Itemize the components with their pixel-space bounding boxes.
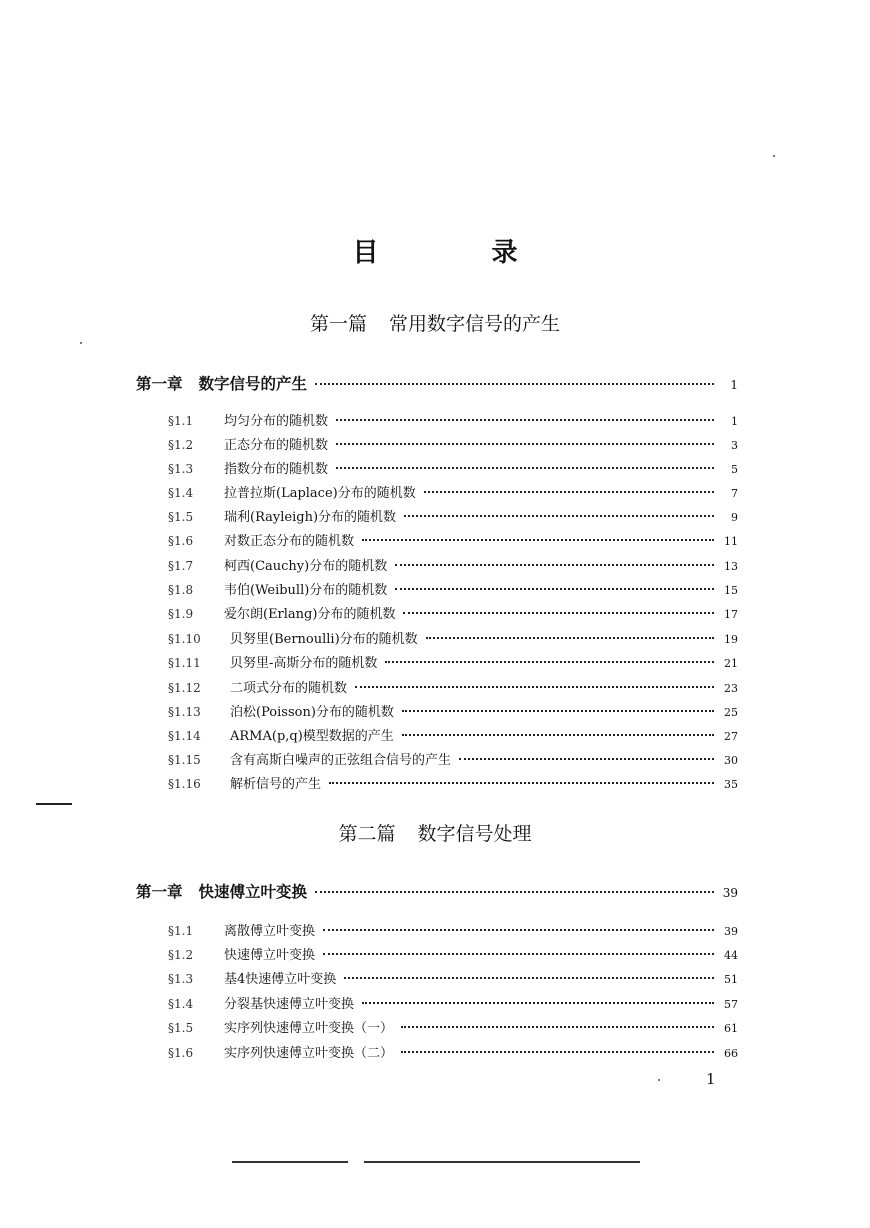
dot-leader <box>402 710 714 712</box>
chapter-number: 第一章 <box>136 882 183 901</box>
dot-leader <box>426 637 714 639</box>
dot-leader <box>385 661 714 663</box>
section-title: 实序列快速傅立叶变换（一） <box>224 1021 394 1036</box>
toc-entry[interactable] <box>168 993 738 1013</box>
section-number: §1.1 <box>168 924 194 938</box>
section-title: 二项式分布的随机数 <box>230 681 348 696</box>
chapter-entry[interactable] <box>136 880 738 902</box>
toc-entry[interactable] <box>168 701 738 721</box>
scan-speck <box>773 155 775 157</box>
page-ref: 39 <box>722 886 738 900</box>
toc-entry[interactable] <box>168 677 738 697</box>
scan-rule <box>364 1161 640 1163</box>
section-title: 离散傅立叶变换 <box>224 924 316 939</box>
page-ref: 51 <box>724 973 738 986</box>
dot-leader <box>362 1002 714 1004</box>
toc-entry[interactable] <box>168 652 738 672</box>
section-number: §1.14 <box>168 729 201 743</box>
toc-entry[interactable] <box>168 482 738 502</box>
part-heading <box>0 309 870 336</box>
page-ref: 35 <box>724 778 738 791</box>
toc-entry[interactable] <box>168 628 738 648</box>
section-title: 含有高斯白噪声的正弦组合信号的产生 <box>230 753 452 768</box>
part-title: 数字信号处理 <box>417 823 532 845</box>
toc-entry[interactable] <box>168 434 738 454</box>
section-title: 贝努里(Bernoulli)分布的随机数 <box>230 632 418 647</box>
page-ref: 66 <box>724 1047 738 1060</box>
toc-entry[interactable] <box>168 458 738 478</box>
toc-entry[interactable] <box>168 579 738 599</box>
dot-leader <box>315 383 714 385</box>
part-number: 第二篇 <box>338 823 396 845</box>
chapter-entry[interactable] <box>136 372 738 394</box>
toc-entry[interactable] <box>168 944 738 964</box>
scan-speck <box>80 342 82 344</box>
dot-leader <box>336 467 714 469</box>
toc-entry[interactable] <box>168 530 738 550</box>
toc-entry[interactable] <box>168 603 738 623</box>
section-title: 柯西(Cauchy)分布的随机数 <box>224 559 388 574</box>
toc-entry[interactable] <box>168 749 738 769</box>
page-ref: 57 <box>724 998 738 1011</box>
section-title: 拉普拉斯(Laplace)分布的随机数 <box>224 486 416 501</box>
dot-leader <box>355 686 714 688</box>
section-number: §1.10 <box>168 632 201 646</box>
dot-leader <box>323 929 714 931</box>
section-title: 指数分布的随机数 <box>224 462 329 477</box>
page-ref: 1 <box>731 415 738 428</box>
dot-leader <box>323 953 714 955</box>
dot-leader <box>402 734 714 736</box>
toc-entry[interactable] <box>168 1017 738 1037</box>
section-number: §1.3 <box>168 972 194 986</box>
dot-leader <box>459 758 714 760</box>
section-number: §1.11 <box>168 656 201 670</box>
part-heading <box>0 819 870 846</box>
page-ref: 61 <box>724 1022 738 1035</box>
page-ref: 11 <box>724 535 738 548</box>
page-ref: 23 <box>724 682 738 695</box>
dot-leader <box>395 564 714 566</box>
toc-entry[interactable] <box>168 968 738 988</box>
page-ref: 21 <box>724 657 738 670</box>
dot-leader <box>401 1051 714 1053</box>
scan-speck <box>658 1079 660 1081</box>
section-title: 实序列快速傅立叶变换（二） <box>224 1046 394 1061</box>
page-ref: 30 <box>724 754 738 767</box>
section-number: §1.4 <box>168 486 194 500</box>
dot-leader <box>315 891 714 893</box>
section-title: 解析信号的产生 <box>230 777 322 792</box>
section-number: §1.9 <box>168 607 194 621</box>
page-ref: 17 <box>724 608 738 621</box>
toc-entry[interactable] <box>168 410 738 430</box>
section-title: 韦伯(Weibull)分布的随机数 <box>224 583 388 598</box>
toc-entry[interactable] <box>168 725 738 745</box>
dot-leader <box>344 977 714 979</box>
page-ref: 25 <box>724 706 738 719</box>
page-ref: 13 <box>724 560 738 573</box>
section-title: 均匀分布的随机数 <box>224 414 329 429</box>
toc-entry[interactable] <box>168 1042 738 1062</box>
part-title: 常用数字信号的产生 <box>389 313 561 335</box>
section-number: §1.1 <box>168 414 194 428</box>
dot-leader <box>401 1026 714 1028</box>
chapter-title: 数字信号的产生 <box>198 374 308 393</box>
section-title: 爱尔朗(Erlang)分布的随机数 <box>224 607 396 622</box>
chapter-title: 快速傅立叶变换 <box>198 882 308 901</box>
section-number: §1.13 <box>168 705 201 719</box>
section-title: 基4快速傅立叶变换 <box>224 972 337 987</box>
toc-entry[interactable] <box>168 920 738 940</box>
section-number: §1.12 <box>168 681 201 695</box>
section-title: 分裂基快速傅立叶变换 <box>224 997 355 1012</box>
part-number: 第一篇 <box>309 313 367 335</box>
chapter-number: 第一章 <box>136 374 183 393</box>
page-ref: 7 <box>731 487 738 500</box>
section-number: §1.5 <box>168 510 194 524</box>
section-title: 正态分布的随机数 <box>224 438 329 453</box>
scan-rule <box>232 1161 348 1163</box>
dot-leader <box>404 515 714 517</box>
toc-title: 目 录 <box>352 238 570 268</box>
page-ref: 44 <box>724 949 738 962</box>
page-ref: 3 <box>731 439 738 452</box>
section-number: §1.16 <box>168 777 201 791</box>
section-number: §1.5 <box>168 1021 194 1035</box>
section-title: 泊松(Poisson)分布的随机数 <box>230 705 394 720</box>
section-number: §1.15 <box>168 753 201 767</box>
section-number: §1.4 <box>168 997 194 1011</box>
section-title: 快速傅立叶变换 <box>224 948 316 963</box>
page-number: 1 <box>706 1070 716 1088</box>
page-ref: 5 <box>731 463 738 476</box>
section-number: §1.8 <box>168 583 194 597</box>
dot-leader <box>424 491 714 493</box>
toc-entry[interactable] <box>168 555 738 575</box>
dot-leader <box>329 782 714 784</box>
dot-leader <box>362 539 714 541</box>
section-number: §1.7 <box>168 559 194 573</box>
dot-leader <box>403 612 714 614</box>
section-number: §1.6 <box>168 534 194 548</box>
section-title: ARMA(p,q)模型数据的产生 <box>230 729 394 744</box>
page-ref: 27 <box>724 730 738 743</box>
section-number: §1.3 <box>168 462 194 476</box>
page-ref: 9 <box>731 511 738 524</box>
section-title: 瑞利(Rayleigh)分布的随机数 <box>224 510 397 525</box>
section-number: §1.6 <box>168 1046 194 1060</box>
page-ref: 1 <box>730 378 738 392</box>
scan-mark <box>36 803 72 805</box>
section-number: §1.2 <box>168 948 194 962</box>
page-ref: 15 <box>724 584 738 597</box>
section-title: 贝努里-高斯分布的随机数 <box>230 656 378 671</box>
dot-leader <box>336 419 714 421</box>
toc-entry[interactable] <box>168 506 738 526</box>
section-number: §1.2 <box>168 438 194 452</box>
page-ref: 19 <box>724 633 738 646</box>
dot-leader <box>395 588 714 590</box>
page-ref: 39 <box>724 925 738 938</box>
section-title: 对数正态分布的随机数 <box>224 534 355 549</box>
toc-entry[interactable] <box>168 773 738 793</box>
dot-leader <box>336 443 714 445</box>
